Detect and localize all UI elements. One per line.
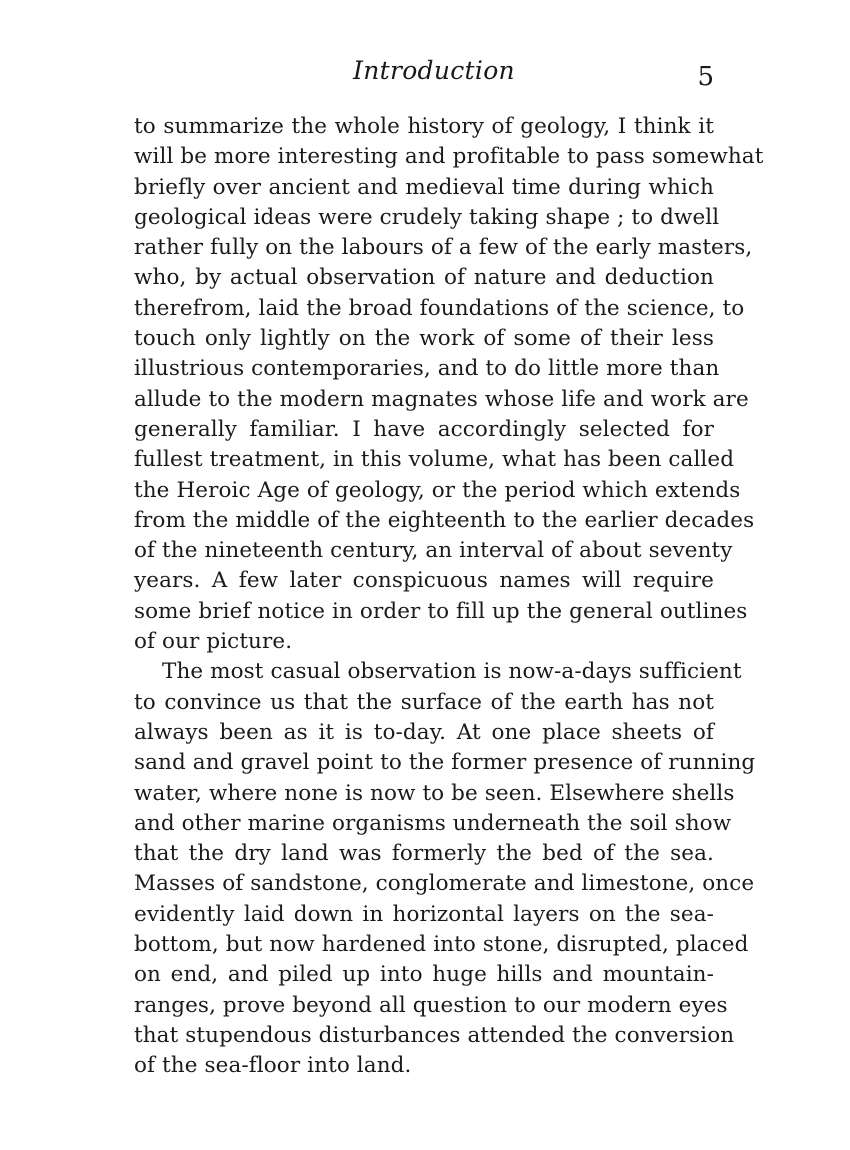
text-line: illustrious contemporaries, and to do little more than [134, 356, 720, 382]
paragraph [134, 112, 764, 657]
text-line: briefly over ancient and medieval time during which [134, 174, 714, 200]
text-line: of the sea-floor into land. [134, 1053, 412, 1079]
text-line: Masses of sandstone, conglomerate and limestone, once [134, 871, 755, 897]
text-line: from the middle of the eighteenth to the earlier decades [134, 507, 755, 533]
page-number: 5 [697, 62, 714, 92]
text-line: will be more interesting and profitable to pass somewhat [134, 144, 764, 170]
text-line: generally familiar. I have accordingly selected for [134, 416, 714, 442]
text-line: always been as it is to-day. At one place sheets of [134, 719, 714, 745]
text-line: years. A few later conspicuous names will require [134, 568, 714, 594]
text-line: allude to the modern magnates whose life and work are [134, 386, 749, 412]
body-text [134, 112, 764, 1082]
text-line: fullest treatment, in this volume, what has been called [134, 447, 735, 473]
text-line: The most casual observation is now-a-days sufficient [162, 659, 742, 685]
text-line: that the dry land was formerly the bed of the sea. [134, 841, 714, 867]
text-line: therefrom, laid the broad foundations of the science, to [134, 295, 745, 321]
text-line: that stupendous disturbances attended the conversion [134, 1022, 735, 1048]
text-line: touch only lightly on the work of some of their less [134, 326, 714, 352]
running-head: Introduction [353, 56, 515, 85]
text-line: rather fully on the labours of a few of the early masters, [134, 235, 753, 261]
text-line: to summarize the whole history of geology, I think it [134, 114, 714, 139]
text-line: to convince us that the surface of the earth has not [134, 689, 714, 715]
text-line: bottom, but now hardened into stone, disrupted, placed [134, 932, 749, 958]
text-line: of our picture. [134, 629, 293, 655]
page-header [134, 56, 714, 96]
text-line: and other marine organisms underneath the soil show [134, 810, 732, 836]
text-line: some brief notice in order to fill up the general outlines [134, 598, 748, 624]
text-line: evidently laid down in horizontal layers on the sea- [134, 901, 714, 927]
text-line: water, where none is now to be seen. Elsewhere shells [134, 780, 735, 806]
paragraph [134, 657, 756, 1081]
text-line: of the nineteenth century, an interval of about seventy [134, 538, 733, 564]
text-line: on end, and piled up into huge hills and mountain- [134, 962, 714, 988]
text-line: sand and gravel point to the former presence of running [134, 750, 756, 776]
text-line: who, by actual observation of nature and deduction [134, 265, 714, 291]
text-line: ranges, prove beyond all question to our modern eyes [134, 992, 728, 1018]
text-line: geological ideas were crudely taking shape ; to dwell [134, 204, 720, 230]
text-line: the Heroic Age of geology, or the period which extends [134, 477, 741, 503]
